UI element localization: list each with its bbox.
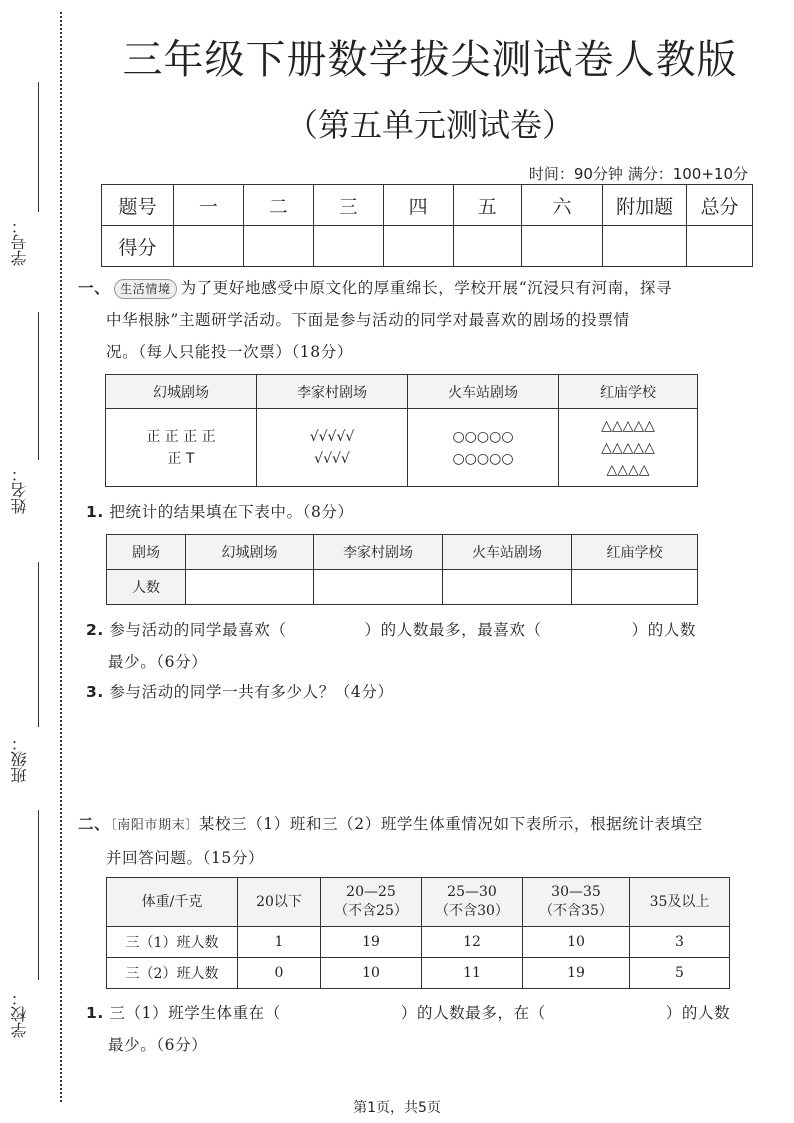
triangle-marks	[559, 409, 698, 487]
page-subtitle: （第五单元测试卷）	[285, 106, 574, 144]
class-label: 班级：	[10, 735, 29, 783]
weight-table	[106, 877, 730, 989]
weight-cell: 19	[321, 927, 422, 958]
count-answer-cell[interactable]	[572, 570, 698, 605]
vote-header-row	[106, 375, 698, 409]
weight-range: 30—35	[551, 884, 601, 900]
circle-line: ○○○○○	[452, 450, 514, 467]
q2-number: 二、	[78, 815, 111, 833]
student-no-label: 学号：	[10, 218, 29, 266]
q2-text-line2: 并回答问题。（15分）	[106, 849, 265, 867]
tally-marks	[106, 409, 257, 487]
weight-cell: 三（2）班人数	[107, 958, 238, 989]
class-line	[38, 562, 39, 727]
count-head-cell: 剧场	[107, 535, 186, 570]
count-table	[106, 534, 698, 605]
weight-head-cell	[422, 878, 523, 927]
score-row-label: 得分	[102, 226, 174, 267]
q1-sub1	[86, 496, 746, 528]
weight-head-cell: 35及以上	[630, 878, 730, 927]
q1-text-line2: 中华根脉”主题研学活动。下面是参与活动的同学对最喜欢的剧场的投票情	[106, 311, 630, 329]
vote-head-cell: 火车站剧场	[408, 375, 559, 409]
score-head-cell: 四	[383, 185, 453, 226]
tally-line: 正 正 正 正	[146, 428, 216, 445]
triangle-line: △△△△△	[601, 417, 655, 434]
q1-sub2-number: 2.	[86, 621, 104, 639]
weight-cell: 19	[523, 958, 630, 989]
student-no-line	[38, 82, 39, 212]
weight-cell: 0	[238, 958, 321, 989]
q2-intro	[78, 808, 758, 874]
score-head-cell: 六	[521, 185, 603, 226]
count-row-label: 人数	[107, 570, 186, 605]
count-answer-cell[interactable]	[314, 570, 443, 605]
weight-cell: 三（1）班人数	[107, 927, 238, 958]
q2-sub1-line2: 最少。（6分）	[108, 1036, 208, 1054]
q1-sub1-text: 把统计的结果填在下表中。（8分）	[109, 503, 354, 521]
vote-body-row	[106, 409, 698, 487]
vote-head-cell: 幻城剧场	[106, 375, 257, 409]
count-header-row	[107, 535, 698, 570]
q1-intro	[78, 272, 758, 368]
circle-marks	[408, 409, 559, 487]
q2-text-line1: 某校三（1）班和三（2）班学生体重情况如下表所示，根据统计表填空	[198, 815, 703, 833]
q2-sub1	[86, 997, 756, 1061]
school-line	[38, 810, 39, 980]
score-head-cell: 总分	[686, 185, 752, 226]
weight-row-class1	[107, 927, 730, 958]
weight-cell: 12	[422, 927, 523, 958]
weight-range-note: （不含35）	[539, 903, 613, 919]
exam-meta: 时间：90分钟 满分：100+10分	[528, 165, 748, 183]
score-head-cell: 附加题	[603, 185, 687, 226]
q1-sub3-text: 参与活动的同学一共有多少人？（4分）	[109, 683, 394, 701]
q1-text-line3: 况。（每人只能投一次票）（18分）	[106, 343, 353, 361]
circle-line: ○○○○○	[452, 428, 514, 445]
score-cell[interactable]	[686, 226, 752, 267]
q1-sub2-part-c: ）的人数	[631, 621, 697, 639]
count-head-cell: 红庙学校	[572, 535, 698, 570]
q1-sub3	[86, 676, 746, 708]
score-cell[interactable]	[383, 226, 453, 267]
check-line: √√√√	[314, 450, 350, 467]
q1-number: 一、	[78, 279, 111, 297]
triangle-line: △△△△△	[601, 439, 655, 456]
check-marks	[257, 409, 408, 487]
vote-table	[105, 374, 698, 487]
score-head-cell: 题号	[102, 185, 174, 226]
triangle-line: △△△△	[606, 461, 650, 478]
q2-sub1-part-a: 三（1）班学生体重在（	[109, 1004, 281, 1022]
q1-sub2-line2: 最少。（6分）	[108, 653, 208, 671]
weight-cell: 1	[238, 927, 321, 958]
score-head-cell: 三	[313, 185, 383, 226]
count-head-cell: 火车站剧场	[443, 535, 572, 570]
vote-head-cell: 李家村剧场	[257, 375, 408, 409]
weight-cell: 5	[630, 958, 730, 989]
weight-cell: 3	[630, 927, 730, 958]
q2-sub1-part-c: ）的人数	[665, 1004, 731, 1022]
vote-head-cell: 红庙学校	[559, 375, 698, 409]
school-label: 学校：	[10, 990, 29, 1038]
count-input-row	[107, 570, 698, 605]
count-head-cell: 幻城剧场	[186, 535, 314, 570]
q2-sub1-part-b: ）的人数最多，在（	[400, 1004, 546, 1022]
weight-range-note: （不含25）	[334, 903, 408, 919]
check-line: √√√√√	[309, 428, 355, 445]
score-head-cell: 一	[173, 185, 243, 226]
score-input-row	[102, 226, 753, 267]
q1-context-tag: 生活情境	[114, 279, 176, 299]
weight-range: 25—30	[447, 884, 497, 900]
weight-range: 20—25	[346, 884, 396, 900]
weight-row-class2	[107, 958, 730, 989]
q1-sub2	[86, 614, 756, 678]
q1-sub1-number: 1.	[86, 503, 104, 521]
page-title: 三年级下册数学拔尖测试卷人教版	[122, 37, 738, 83]
score-header-row	[102, 185, 753, 226]
q2-sub1-number: 1.	[86, 1004, 104, 1022]
weight-head-cell: 体重/千克	[107, 878, 238, 927]
q1-sub3-number: 3.	[86, 683, 104, 701]
score-cell[interactable]	[313, 226, 383, 267]
binding-dotted-line	[60, 12, 62, 1102]
q1-sub2-part-b: ）的人数最多，最喜欢（	[364, 621, 542, 639]
score-head-cell: 二	[243, 185, 313, 226]
score-table	[101, 184, 753, 267]
score-cell[interactable]	[603, 226, 687, 267]
count-answer-cell[interactable]	[443, 570, 572, 605]
weight-head-cell	[523, 878, 630, 927]
weight-head-cell: 20以下	[238, 878, 321, 927]
score-head-cell: 五	[453, 185, 521, 226]
q1-text-line1: 为了更好地感受中原文化的厚重绵长，学校开展“沉浸只有河南，探寻	[180, 279, 673, 297]
weight-header-row	[107, 878, 730, 927]
weight-range-note: （不含30）	[435, 903, 509, 919]
q2-source-tag: 〔南阳市期末〕	[110, 818, 199, 833]
count-head-cell: 李家村剧场	[314, 535, 443, 570]
name-line	[38, 312, 39, 460]
page-footer: 第1页，共5页	[353, 1100, 441, 1116]
q1-sub2-part-a: 参与活动的同学最喜欢（	[109, 621, 287, 639]
name-label: 姓名：	[10, 466, 29, 514]
weight-cell: 10	[523, 927, 630, 958]
weight-cell: 11	[422, 958, 523, 989]
score-cell[interactable]	[173, 226, 243, 267]
count-answer-cell[interactable]	[186, 570, 314, 605]
score-cell[interactable]	[243, 226, 313, 267]
weight-cell: 10	[321, 958, 422, 989]
weight-head-cell	[321, 878, 422, 927]
tally-line: 正 T	[167, 450, 195, 467]
score-cell[interactable]	[521, 226, 603, 267]
score-cell[interactable]	[453, 226, 521, 267]
